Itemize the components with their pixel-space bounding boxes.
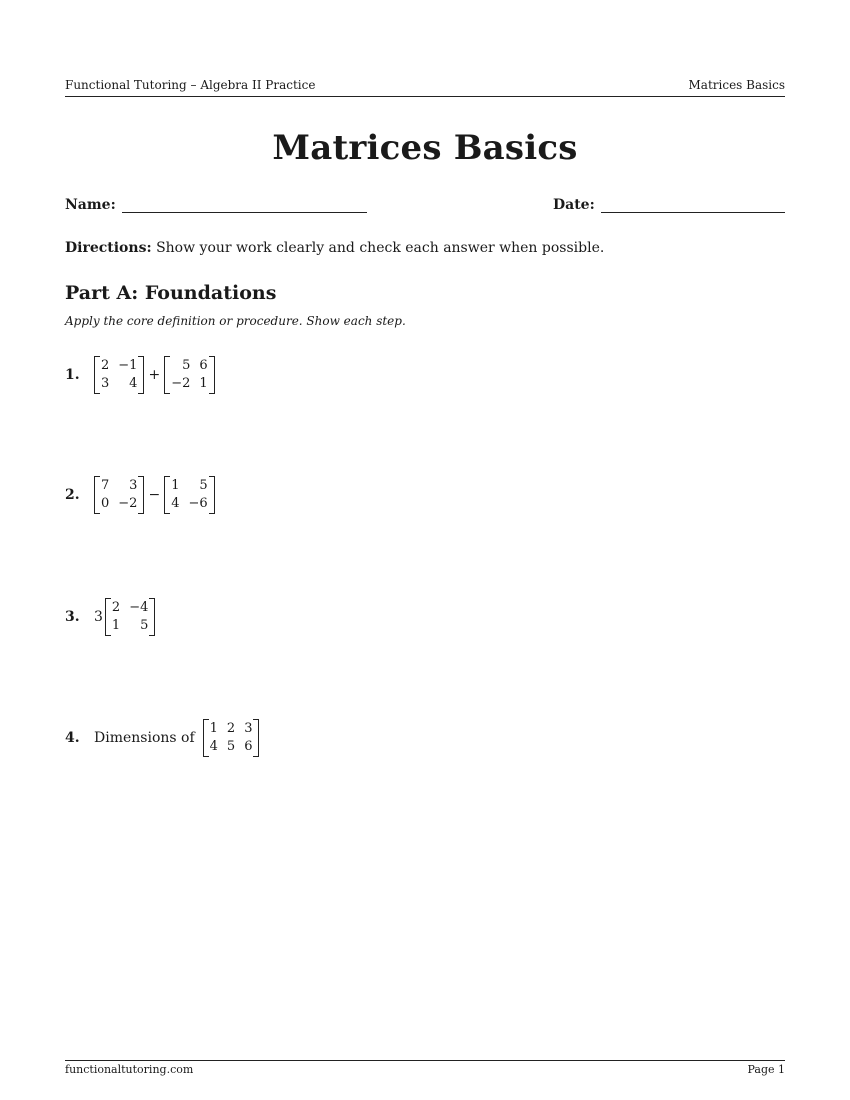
matrix-entry: 5	[199, 478, 208, 493]
name-blank-line[interactable]	[122, 198, 367, 213]
right-bracket	[138, 476, 144, 514]
footer-website: functionaltutoring.com	[65, 1063, 194, 1076]
worksheet-title: Matrices Basics	[272, 128, 578, 168]
problem-number: 3.	[65, 609, 80, 625]
matrix-entry: 5	[226, 739, 236, 754]
matrix-entry: −4	[129, 600, 149, 615]
directions	[65, 240, 604, 256]
matrix-entry: 6	[199, 358, 208, 373]
name-field[interactable]	[65, 197, 367, 213]
date-label: Date:	[553, 197, 595, 213]
page-footer	[65, 1060, 785, 1076]
matrix-entry: 4	[171, 496, 180, 511]
problem-3	[65, 598, 155, 636]
matrix-entry: 1	[171, 478, 180, 493]
matrix	[94, 356, 144, 394]
matrix-entry: 1	[111, 618, 121, 633]
minus-operator: −	[148, 487, 161, 503]
date-field[interactable]	[553, 197, 785, 213]
matrix-entries	[100, 476, 138, 514]
matrix	[203, 719, 260, 757]
matrix-entry: 1	[199, 376, 208, 391]
matrix-entry: 3	[244, 721, 253, 736]
matrix	[164, 356, 214, 394]
header-right-text: Matrices Basics	[688, 78, 785, 92]
right-bracket	[209, 476, 215, 514]
matrix-entry: 2	[101, 358, 110, 373]
header-left-text: Functional Tutoring – Algebra II Practice	[65, 78, 316, 92]
page-header	[65, 78, 785, 97]
problem-text: Dimensions of	[94, 730, 195, 746]
right-bracket	[253, 719, 259, 757]
matrix-entry: 6	[244, 739, 253, 754]
matrix-entries	[209, 719, 254, 757]
matrix-entries	[170, 356, 208, 394]
plus-operator: +	[148, 367, 161, 383]
problem-4	[65, 719, 259, 757]
matrix-entry: 3	[101, 376, 110, 391]
matrix-entry: 4	[209, 739, 218, 754]
problem-number: 1.	[65, 367, 80, 383]
matrix-entry: 4	[129, 376, 138, 391]
matrix-entry: −2	[118, 496, 138, 511]
part-a-heading: Part A: Foundations	[65, 282, 277, 304]
matrix-entry: −2	[171, 376, 191, 391]
problem-2	[65, 476, 215, 514]
matrix-entries	[170, 476, 208, 514]
right-bracket	[138, 356, 144, 394]
matrix-entry: 2	[226, 721, 236, 736]
matrix	[105, 598, 155, 636]
matrix-entries	[100, 356, 138, 394]
matrix-entry: −6	[188, 496, 208, 511]
matrix-entry: 2	[111, 600, 121, 615]
matrix-entry: −1	[118, 358, 138, 373]
matrix-entries	[111, 598, 149, 636]
problem-1	[65, 356, 215, 394]
directions-label: Directions:	[65, 240, 152, 256]
matrix-entry: 5	[140, 618, 149, 633]
problem-number: 4.	[65, 730, 80, 746]
right-bracket	[209, 356, 215, 394]
directions-text: Show your work clearly and check each answer when possible.	[151, 240, 605, 256]
part-a-instructions: Apply the core definition or procedure. Show each step.	[65, 314, 406, 328]
right-bracket	[149, 598, 155, 636]
matrix-entry: 1	[209, 721, 218, 736]
name-label: Name:	[65, 197, 116, 213]
matrix-entry: 5	[182, 358, 191, 373]
matrix	[164, 476, 214, 514]
matrix-entry: 3	[129, 478, 138, 493]
matrix	[94, 476, 144, 514]
scalar-coefficient: 3	[94, 609, 103, 625]
matrix-entry: 7	[101, 478, 110, 493]
footer-page-number: Page 1	[747, 1063, 785, 1076]
problem-number: 2.	[65, 487, 80, 503]
date-blank-line[interactable]	[601, 198, 785, 213]
matrix-entry: 0	[101, 496, 110, 511]
